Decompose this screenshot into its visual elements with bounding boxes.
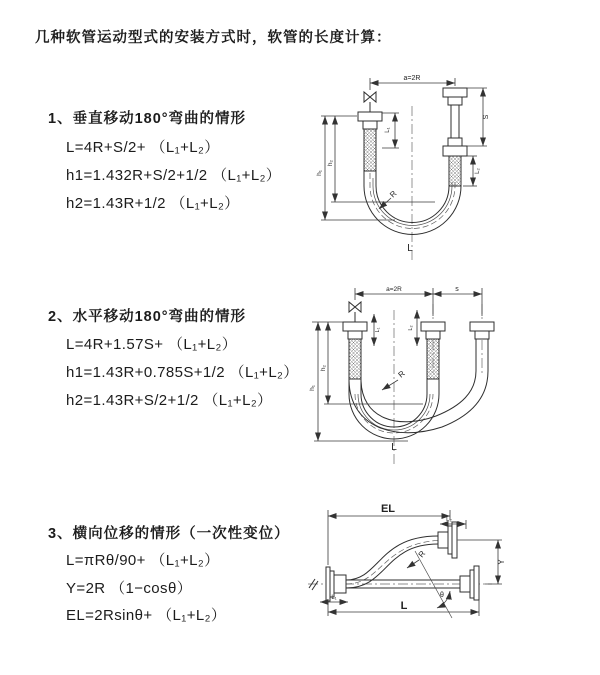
- section2-formula-h1: h1=1.43R+0.785S+1/2 （L₁+L₂）: [66, 364, 299, 381]
- dimension-s: [467, 88, 490, 146]
- hose-displaced-position: [346, 522, 457, 588]
- label-r: R: [416, 549, 428, 560]
- right-pipe-end: [443, 88, 467, 186]
- section2-heading: 2、水平移动180°弯曲的情形: [48, 309, 247, 325]
- valve-icon: [349, 302, 361, 322]
- diagram-horizontal-180-bend: [308, 276, 600, 471]
- dimension-l: [328, 600, 479, 616]
- dimension-el: [328, 503, 450, 565]
- label-h2: h₂: [320, 364, 327, 372]
- section2-formula-L: L=4R+1.57S+ （L₁+L₂）: [66, 336, 238, 353]
- label-theta: θ: [440, 592, 444, 599]
- label-h1: h₁: [309, 385, 316, 391]
- label-s: S: [483, 114, 490, 120]
- dimension-l1: [382, 113, 399, 148]
- section3-formula-EL: EL=2Rsinθ+ （L₁+L₂）: [66, 607, 227, 624]
- section1-formula-h1: h1=1.432R+S/2+1/2 （L₁+L₂）: [66, 167, 282, 184]
- dimension-l1: [320, 595, 348, 602]
- diagram-lateral-displacement: [300, 496, 600, 658]
- label-l-length: L: [400, 600, 408, 612]
- section1-heading: 1、垂直移动180°弯曲的情形: [48, 111, 247, 127]
- theta-construction: [415, 551, 452, 618]
- section2-formula-h2: h2=1.43R+S/2+1/2 （L₁+L₂）: [66, 392, 273, 409]
- section3-formula-L: L=πRθ/90+ （L₁+L₂）: [66, 552, 220, 569]
- dimension-h2: [327, 116, 435, 202]
- section1-formula-h2: h2=1.43R+1/2 （L₁+L₂）: [66, 195, 240, 212]
- label-h2: h₂: [327, 159, 334, 167]
- page-title: 几种软管运动型式的安装方式时，软管的长度计算：: [35, 30, 392, 46]
- label-r: R: [396, 368, 407, 380]
- label-l1: L₁: [385, 127, 391, 133]
- label-l2: L₂: [408, 325, 414, 331]
- left-pipe-end: [358, 112, 382, 171]
- radius-callout: [407, 549, 427, 568]
- dimension-h2: [320, 322, 423, 404]
- label-l2: L₂: [446, 517, 452, 523]
- middle-pipe-end: [421, 322, 445, 379]
- label-s: s: [455, 286, 459, 293]
- label-r: R: [388, 188, 399, 200]
- dimension-l1: [374, 314, 381, 346]
- label-l1: L₁: [331, 595, 337, 601]
- section3-heading: 3、横向位移的情形（一次性变位）: [48, 526, 290, 542]
- label-l-length: L: [407, 243, 413, 254]
- label-y: Y: [497, 559, 506, 565]
- label-el: EL: [380, 503, 396, 515]
- hose-u-bend: [364, 171, 461, 235]
- dimension-h1: [316, 116, 395, 220]
- hose-original-position: [346, 566, 479, 600]
- label-h1: h₁: [316, 170, 323, 176]
- diagram-vertical-180-bend: [315, 68, 595, 263]
- dimension-a2r: [370, 75, 455, 90]
- dimension-l2: [463, 156, 481, 186]
- dimension-l2: [408, 310, 417, 346]
- left-pipe-end: [343, 322, 367, 379]
- section3-formula-Y: Y=2R （1−cosθ）: [66, 580, 193, 597]
- label-l-length: L: [391, 442, 397, 453]
- label-a2r: a=2R: [386, 286, 402, 293]
- label-l1: L₁: [375, 327, 381, 333]
- radius-callout: [382, 369, 407, 390]
- dimension-s: [433, 286, 482, 316]
- hose-wide-u-shifted: [349, 368, 488, 433]
- section1-formula-L: L=4R+S/2+ （L₁+L₂）: [66, 139, 220, 156]
- label-a2r: a=2R: [403, 75, 421, 82]
- valve-icon: [364, 92, 376, 112]
- radius-callout: [379, 189, 399, 209]
- label-l2: L₂: [475, 168, 481, 174]
